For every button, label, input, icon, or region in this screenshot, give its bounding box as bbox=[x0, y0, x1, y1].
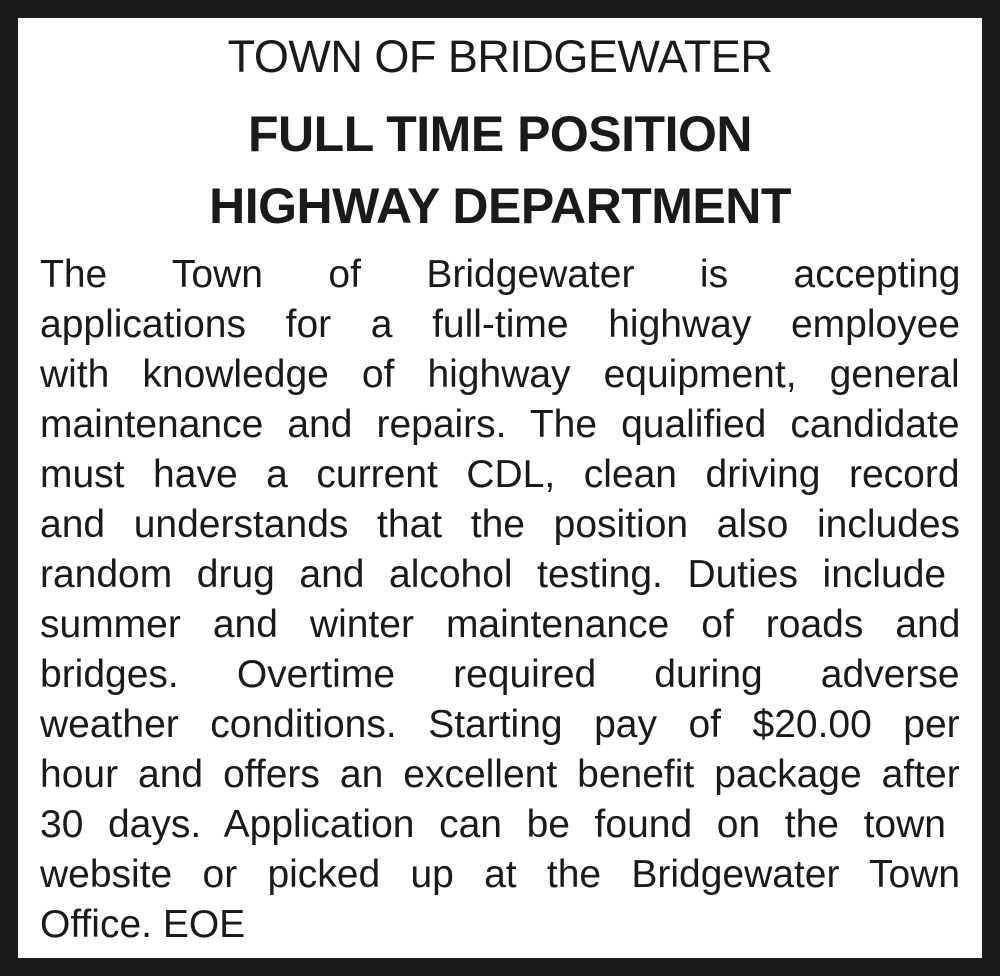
body-line: website or picked up at the Bridgewater Town bbox=[40, 853, 960, 896]
body-line: applications for a full-time highway employee bbox=[40, 303, 960, 346]
body-line: must have a current CDL, clean driving record bbox=[40, 453, 960, 496]
body-line: random drug and alcohol testing. Duties include bbox=[40, 553, 947, 596]
body-line: bridges. Overtime required during adverse bbox=[40, 653, 960, 696]
headline-department: HIGHWAY DEPARTMENT bbox=[209, 178, 791, 234]
body-line: summer and winter maintenance of roads and bbox=[40, 603, 960, 646]
body-line: The Town of Bridgewater is accepting bbox=[40, 253, 960, 296]
town-name: TOWN OF BRIDGEWATER bbox=[227, 31, 773, 82]
notice-body bbox=[40, 250, 960, 950]
body-line: Office. EOE bbox=[40, 903, 246, 946]
notice-content bbox=[40, 18, 960, 958]
body-line: with knowledge of highway equipment, general bbox=[40, 353, 960, 396]
body-line: maintenance and repairs. The qualified candidate bbox=[40, 403, 960, 446]
body-line: weather conditions. Starting pay of $20.00 per bbox=[40, 703, 960, 746]
body-line: and understands that the position also includes bbox=[40, 503, 960, 546]
headline-position: FULL TIME POSITION bbox=[248, 106, 752, 162]
body-line: 30 days. Application can be found on the town bbox=[40, 803, 946, 846]
body-line: hour and offers an excellent benefit package after bbox=[40, 753, 960, 796]
